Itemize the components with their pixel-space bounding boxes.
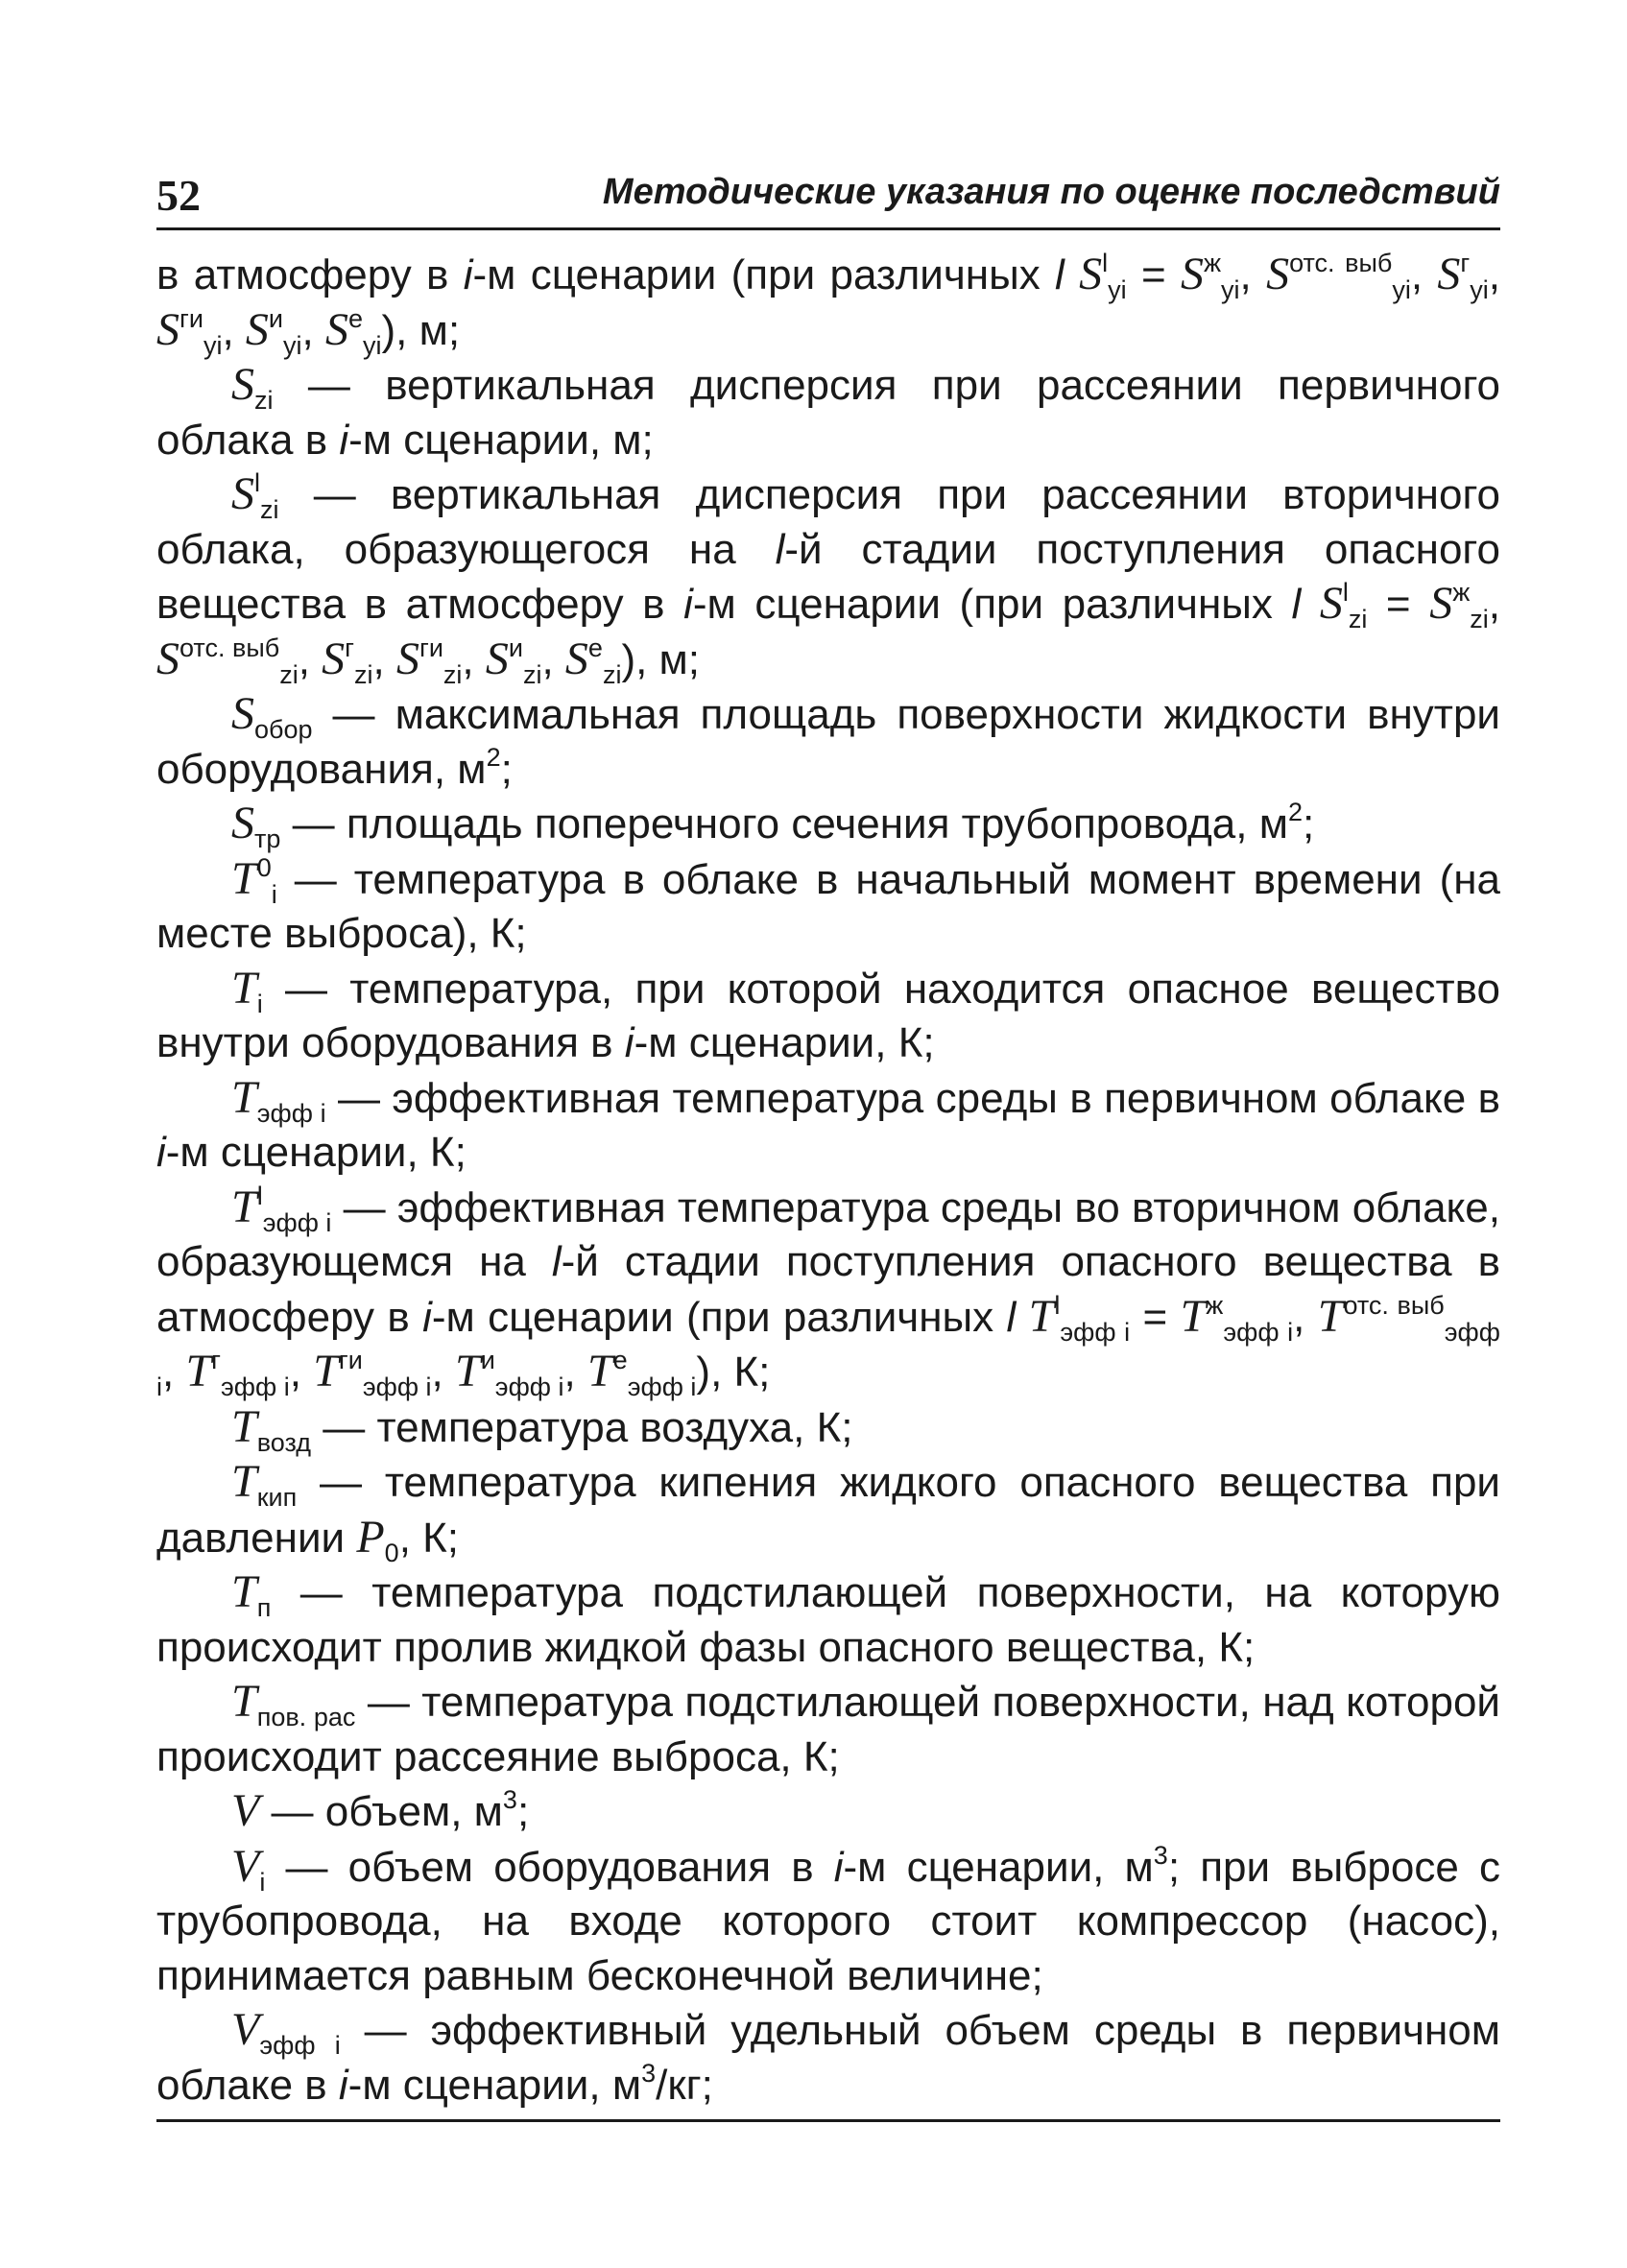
subscript: zi [1470,605,1489,633]
math-symbol: T [231,1456,257,1507]
subscript: пов. рас [256,1703,356,1731]
math-symbol: S [1437,249,1461,299]
italic-index: i [156,1129,166,1176]
text-fragment: = [1367,581,1430,628]
definition-paragraph [156,1455,1500,1565]
superscript: l [254,468,260,497]
subscript: эфф i [156,1317,1500,1401]
subscript: yi [362,330,382,360]
superscript: и [508,633,523,662]
subscript: zi [254,386,274,415]
text-fragment: -й стадии поступления опасного вещества в атмосферу в [156,1238,1500,1341]
math-symbol: T [231,962,257,1014]
text-fragment: -м сценарии, К; [165,1129,467,1176]
math-symbol: T [231,852,257,904]
running-title: Методические указания по оценке последствий [602,172,1500,212]
subscript: i [271,879,277,909]
italic-index: l [1006,1293,1017,1341]
text-fragment: -м сценарии (при различных [431,1293,1007,1341]
italic-index: i [624,1019,634,1066]
superscript: и [480,1346,495,1374]
definition-paragraph [156,248,1500,358]
math-symbol: S [1429,578,1453,629]
text-fragment [1065,251,1079,298]
definition-paragraph [156,962,1500,1071]
definition-paragraph [156,797,1500,852]
text-fragment: , [1488,251,1500,298]
unit-exponent: 3 [641,2058,657,2088]
superscript: отс. выб [1289,249,1393,277]
unit-exponent: 3 [502,1785,517,1814]
math-symbol: S [485,633,509,684]
italic-index: i [833,1843,844,1891]
superscript: l [1342,578,1349,607]
subscript: эфф i [262,1207,332,1237]
subscript: zi [279,659,299,689]
text-fragment: ), К; [696,1349,771,1396]
definition-paragraph [156,2003,1500,2113]
text-fragment: в атмосферу в [156,251,464,298]
subscript: i [256,989,263,1018]
text-fragment: — объем оборудования в [265,1843,834,1891]
math-symbol: T [231,1071,257,1123]
text-fragment [1301,581,1320,628]
text-fragment: — эффективный удельный объем среды в первичном облаке в [156,2007,1500,2109]
page-header [156,168,1500,230]
text-fragment: — температура, при которой находится опасное вещество внутри оборудования в [156,965,1500,1066]
text-fragment: , [372,635,396,683]
superscript: l [1102,249,1109,277]
superscript: и [268,303,283,333]
math-symbol: T [313,1346,339,1397]
text-fragment: -м сценарии (при различных [472,251,1056,298]
text-fragment: -й стадии поступления опасного вещества в атмосферу в [156,525,1500,628]
definition-paragraph [156,467,1500,687]
text-fragment: — вертикальная дисперсия при рассеянии вторичного облака, образующегося на [156,471,1500,573]
math-symbol: T [185,1346,212,1397]
text-fragment: — температура подстилающей поверхности, на которую происходит пролив жидкой фазы опасного вещества, К; [156,1569,1500,1671]
superscript: г [211,1346,222,1374]
text-fragment: -м сценарии (при различных [692,581,1292,628]
subscript: эфф i [259,2031,341,2060]
math-symbol: S [322,633,346,684]
math-symbol: S [324,303,348,355]
superscript: ги [338,1346,363,1374]
math-symbol: S [1266,249,1290,299]
text-fragment: ; [1303,800,1315,848]
subscript: эфф i [256,1098,326,1128]
math-symbol: S [231,359,254,410]
text-fragment: — максимальная площадь поверхности жидкости внутри оборудования, м [156,691,1500,793]
math-symbol: V [231,1840,260,1892]
math-symbol: T [1317,1290,1344,1342]
math-symbol: T [1180,1290,1207,1342]
math-symbol: S [231,688,254,739]
math-symbol: T [231,1181,257,1232]
definition-paragraph [156,358,1500,467]
subscript: i [259,1867,266,1897]
definition-paragraph [156,1840,1500,2004]
math-symbol: S [1319,578,1343,629]
text-fragment: — температура кипения жидкого опасного вещества при давлении [156,1459,1500,1562]
page-number: 52 [156,171,201,220]
definition-paragraph [156,1400,1500,1456]
math-symbol: S [564,633,588,684]
text-fragment: , [301,306,325,354]
italic-index: i [463,251,473,298]
footer-rule [156,2119,1500,2122]
subscript: zi [602,659,622,689]
subscript: 0 [384,1538,399,1567]
italic-index: l [551,1238,562,1285]
text-fragment: — температура воздуха, К; [311,1403,853,1451]
superscript: l [256,1181,263,1210]
text-fragment: — вертикальная дисперсия при рассеянии первичного облака в [156,362,1500,464]
subscript: yi [203,330,223,360]
text-fragment: — температура подстилающей поверхности, над которой происходит рассеяние выброса, К; [156,1679,1501,1780]
text-fragment: ; [516,1788,530,1835]
subscript: zi [1348,605,1368,633]
text-fragment: -м сценарии, К; [634,1019,935,1066]
math-symbol: T [231,1566,257,1617]
subscript: эфф i [1060,1317,1131,1347]
subscript: zi [260,495,279,524]
text-fragment: — объем, м [259,1788,503,1835]
text-fragment: — эффективная температура среды во вторичном облаке, образующемся на [156,1183,1500,1285]
text-fragment: , [462,635,486,683]
subscript: zi [522,659,542,689]
superscript: г [345,633,355,662]
italic-index: i [683,581,693,628]
superscript: отс. выб [1343,1290,1445,1320]
text-fragment: , [289,1349,314,1396]
subscript: zi [354,659,373,689]
italic-index: l [1055,251,1065,298]
math-symbol: S [156,633,179,684]
definition-paragraph [156,1565,1500,1675]
definition-paragraph [156,1181,1500,1400]
text-fragment: — температура в облаке в начальный момент времени (на месте выброса), К; [156,855,1500,957]
math-symbol: P [356,1511,385,1563]
subscript: п [256,1593,272,1622]
math-symbol: S [245,303,269,355]
definition-paragraph [156,852,1500,962]
definition-paragraph [156,1675,1500,1784]
text-fragment: — эффективная температура среды в первичном облаке в [325,1074,1500,1122]
subscript: эфф i [494,1373,564,1401]
superscript: ж [1206,1290,1224,1320]
text-fragment: = [1130,1293,1181,1341]
superscript: l [1054,1290,1061,1320]
text-fragment: — площадь поперечного сечения трубопровода, м [280,800,1288,848]
math-symbol: T [231,1676,257,1727]
superscript: ж [1203,249,1222,277]
italic-index: i [422,1293,432,1341]
subscript: эфф i [221,1373,290,1401]
unit-exponent: 3 [1153,1840,1168,1870]
subscript: yi [1108,275,1127,304]
text-fragment: ; [500,745,513,793]
text-fragment [1016,1294,1028,1341]
text-fragment: , [1293,1293,1318,1341]
italic-index: l [775,525,785,573]
superscript: е [347,303,363,333]
math-symbol: S [1079,249,1103,299]
text-fragment: -м сценарии, м; [348,416,654,464]
text-fragment: , [298,635,323,683]
math-symbol: S [231,468,254,519]
text-fragment: = [1126,251,1181,298]
subscript: zi [443,659,463,689]
subscript: yi [1221,275,1240,304]
subscript: yi [1392,275,1411,304]
superscript: ги [179,303,203,333]
text-fragment: -м сценарии, м [843,1843,1154,1891]
text-fragment: ), м; [381,306,461,354]
superscript: отс. выб [179,633,280,662]
unit-exponent: 2 [1287,798,1303,826]
subscript: возд [256,1427,311,1457]
text-fragment: , [1410,251,1438,298]
superscript: е [612,1346,628,1374]
text-fragment: , [222,306,246,354]
body-text [156,248,1500,2113]
superscript: г [1460,249,1471,277]
text-fragment: , К; [398,1514,460,1562]
definition-paragraph [156,1784,1500,1840]
text-fragment: , [1239,251,1267,298]
text-fragment: , [541,635,565,683]
superscript: 0 [256,852,272,882]
math-symbol: T [586,1346,613,1397]
superscript: е [587,633,603,662]
text-fragment: /кг; [656,2061,713,2109]
superscript: ж [1452,578,1471,607]
definition-paragraph [156,687,1500,797]
text-fragment: , [162,1349,186,1396]
math-symbol: V [231,1785,260,1836]
math-symbol: V [231,2004,260,2055]
math-symbol: T [231,1400,257,1452]
unit-exponent: 2 [486,742,501,772]
subscript: обор [254,715,313,744]
math-symbol: S [1180,249,1204,299]
subscript: кип [256,1483,298,1512]
text-fragment: , [1488,581,1500,628]
definition-paragraph [156,1071,1500,1181]
math-symbol: S [395,633,419,684]
subscript: тр [254,824,281,853]
subscript: yi [1470,275,1489,304]
text-fragment: , [563,1349,587,1396]
superscript: ги [419,633,443,662]
text-fragment: ; при выбросе с трубопровода, на входе которого стоит компрессор (насос), принимается равным бесконечной величине; [156,1843,1500,1999]
text-fragment: , [431,1349,455,1396]
subscript: эфф i [362,1373,432,1401]
subscript: эфф i [627,1373,697,1401]
math-symbol: S [231,798,254,848]
math-symbol: T [455,1346,481,1397]
text-fragment: ), м; [621,635,701,683]
subscript: эфф i [1223,1317,1294,1347]
italic-index: i [338,2061,348,2109]
italic-index: i [339,416,349,464]
math-symbol: S [156,303,179,355]
math-symbol: T [1028,1290,1055,1342]
text-fragment: -м сценарии, м [347,2061,642,2109]
subscript: yi [282,330,302,360]
italic-index: l [1291,581,1302,628]
